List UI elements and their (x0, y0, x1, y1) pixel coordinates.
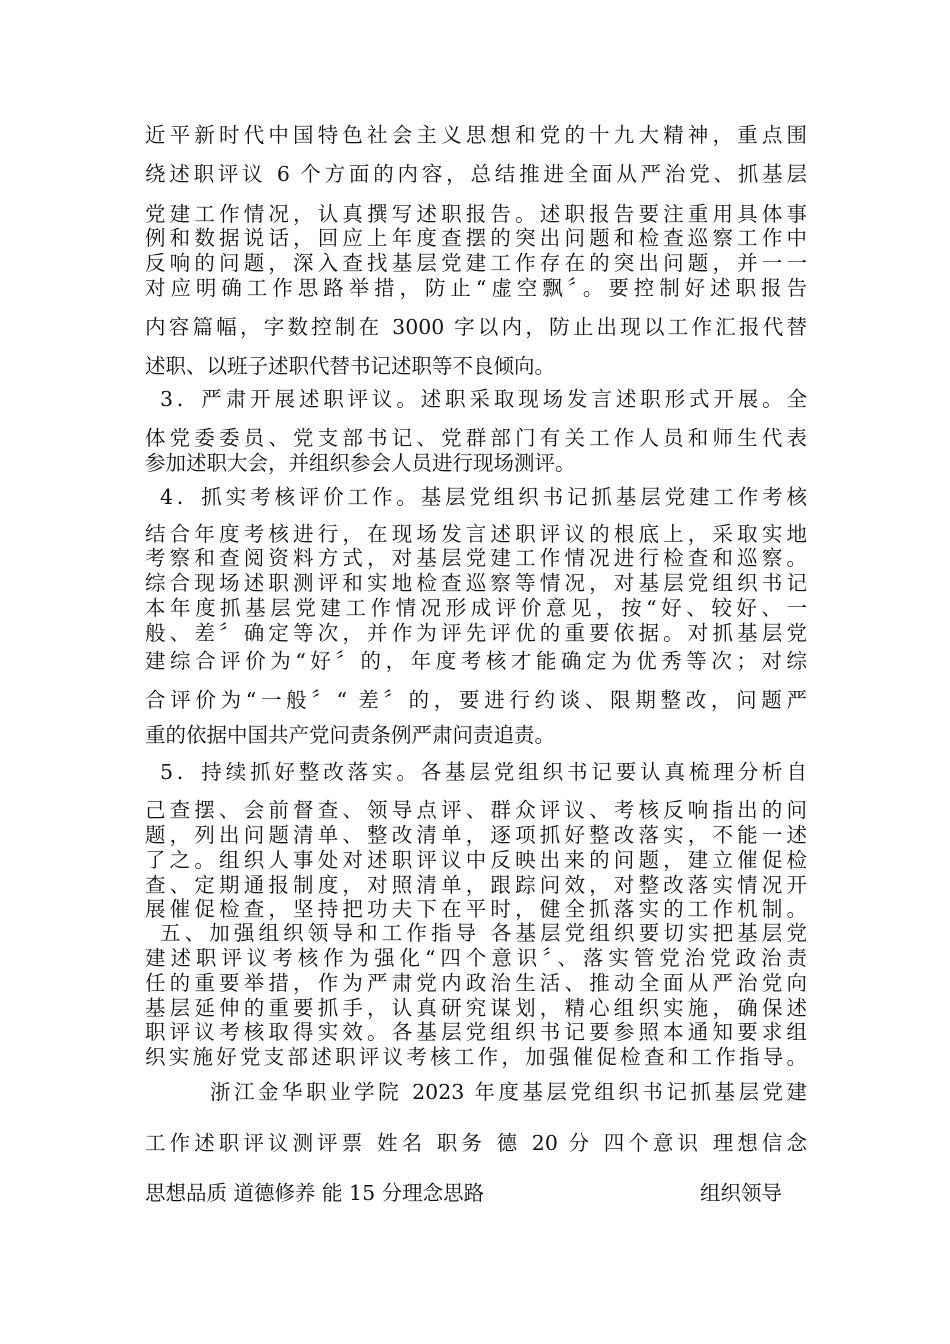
form-title-line: 浙江金华职业学院 2023 年度基层党组织书记抓基层党建 (210, 1080, 807, 1104)
numbered-paragraph-start: 5．持续抓好整改落实。各基层党组织书记要认真梳理分析自 (160, 760, 807, 784)
text-line: 对应明确工作思路举措，防止“虚空飘〞。要控制好述职报告 (145, 276, 807, 300)
text-line: 例和数据说话，回应上年度查摆的突出问题和检查巡察工作中 (145, 226, 807, 250)
text-line: 体党委委员、党支部书记、党群部门有关工作人员和师生代表 (145, 426, 807, 450)
text-line: 合评价为“一般〞“ 差〞的，要进行约谈、限期整改，问题严 (145, 688, 807, 712)
text-line: 反响的问题，深入查找基层党建工作存在的突出问题，并一一 (145, 251, 807, 275)
text-line: 建述职评议考核作为强化“四个意识〞、落实管党治党政治责 (145, 946, 807, 970)
text-line: 重的依据中国共产党问责条例严肃问责追责。 (145, 723, 555, 747)
text-line: 职评议考核取得实效。各基层党组织书记要参照本通知要求组 (145, 1020, 807, 1044)
text-line: 考察和查阅资料方式，对基层党建工作情况进行检查和巡察。 (145, 546, 807, 570)
text-line: 综合现场述职测评和实地检查巡察等情况，对基层党组织书记 (145, 571, 807, 595)
text-line: 基层延伸的重要抓手，认真研究谋划，精心组织实施，确保述 (145, 996, 807, 1020)
text-line: 党建工作情况，认真撰写述职报告。述职报告要注重用具体事 (145, 202, 807, 226)
text-line: 了之。组织人事处对述职评议中反映出来的问题，建立催促检 (145, 848, 807, 872)
form-field-organization: 组织领导 (700, 1181, 782, 1205)
text-line: 建综合评价为“好〞的，年度考核才能确定为优秀等次；对综 (145, 649, 807, 673)
text-line: 结合年度考核进行，在现场发言述职评议的根底上，采取实地 (145, 522, 807, 546)
text-line: 查、定期通报制度，对照清单，跟踪问效，对整改落实情况开 (145, 873, 807, 897)
text-line: 己查摆、会前督查、领导点评、群众评议、考核反响指出的问 (145, 798, 807, 822)
numbered-paragraph-start: 4．抓实考核评价工作。基层党组织书记抓基层党建工作考核 (160, 485, 807, 509)
text-line: 任的重要举措，作为严肃党内政治生活、推动全面从严治党向 (145, 971, 807, 995)
section-heading-line: 五、加强组织领导和工作指导 各基层党组织要切实把基层党 (160, 921, 807, 945)
form-fields-line: 思想品质 道德修养 能 15 分理念思路 (145, 1181, 485, 1205)
text-line: 展催促检查，坚持把功夫下在平时，健全抓落实的工作机制。 (145, 897, 807, 921)
numbered-paragraph-start: 3．严肃开展述职评议。述职采取现场发言述职形式开展。全 (160, 387, 807, 411)
form-fields-line: 工作述职评议测评票 姓名 职务 德 20 分 四个意识 理想信念 (145, 1131, 807, 1155)
text-line: 本年度抓基层党建工作情况形成评价意见，按“好、较好、一 (145, 596, 807, 620)
text-line: 述职、以班子述职代替书记述职等不良倾向。 (145, 354, 555, 378)
text-line: 内容篇幅，字数控制在 3000 字以内，防止出现以工作汇报代替 (145, 315, 807, 339)
text-line: 般、差〞确定等次，并作为评先评优的重要依据。对抓基层党 (145, 621, 807, 645)
text-line: 题，列出问题清单、整改清单，逐项抓好整改落实，不能一述 (145, 823, 807, 847)
text-line: 近平新时代中国特色社会主义思想和党的十九大精神，重点围 (145, 123, 807, 147)
text-line: 绕述职评议 6 个方面的内容，总结推进全面从严治党、抓基层 (145, 162, 807, 186)
text-line: 参加述职大会，并组织参会人员进行现场测评。 (145, 451, 576, 475)
text-line: 织实施好党支部述职评议考核工作，加强催促检查和工作指导。 (145, 1045, 807, 1069)
